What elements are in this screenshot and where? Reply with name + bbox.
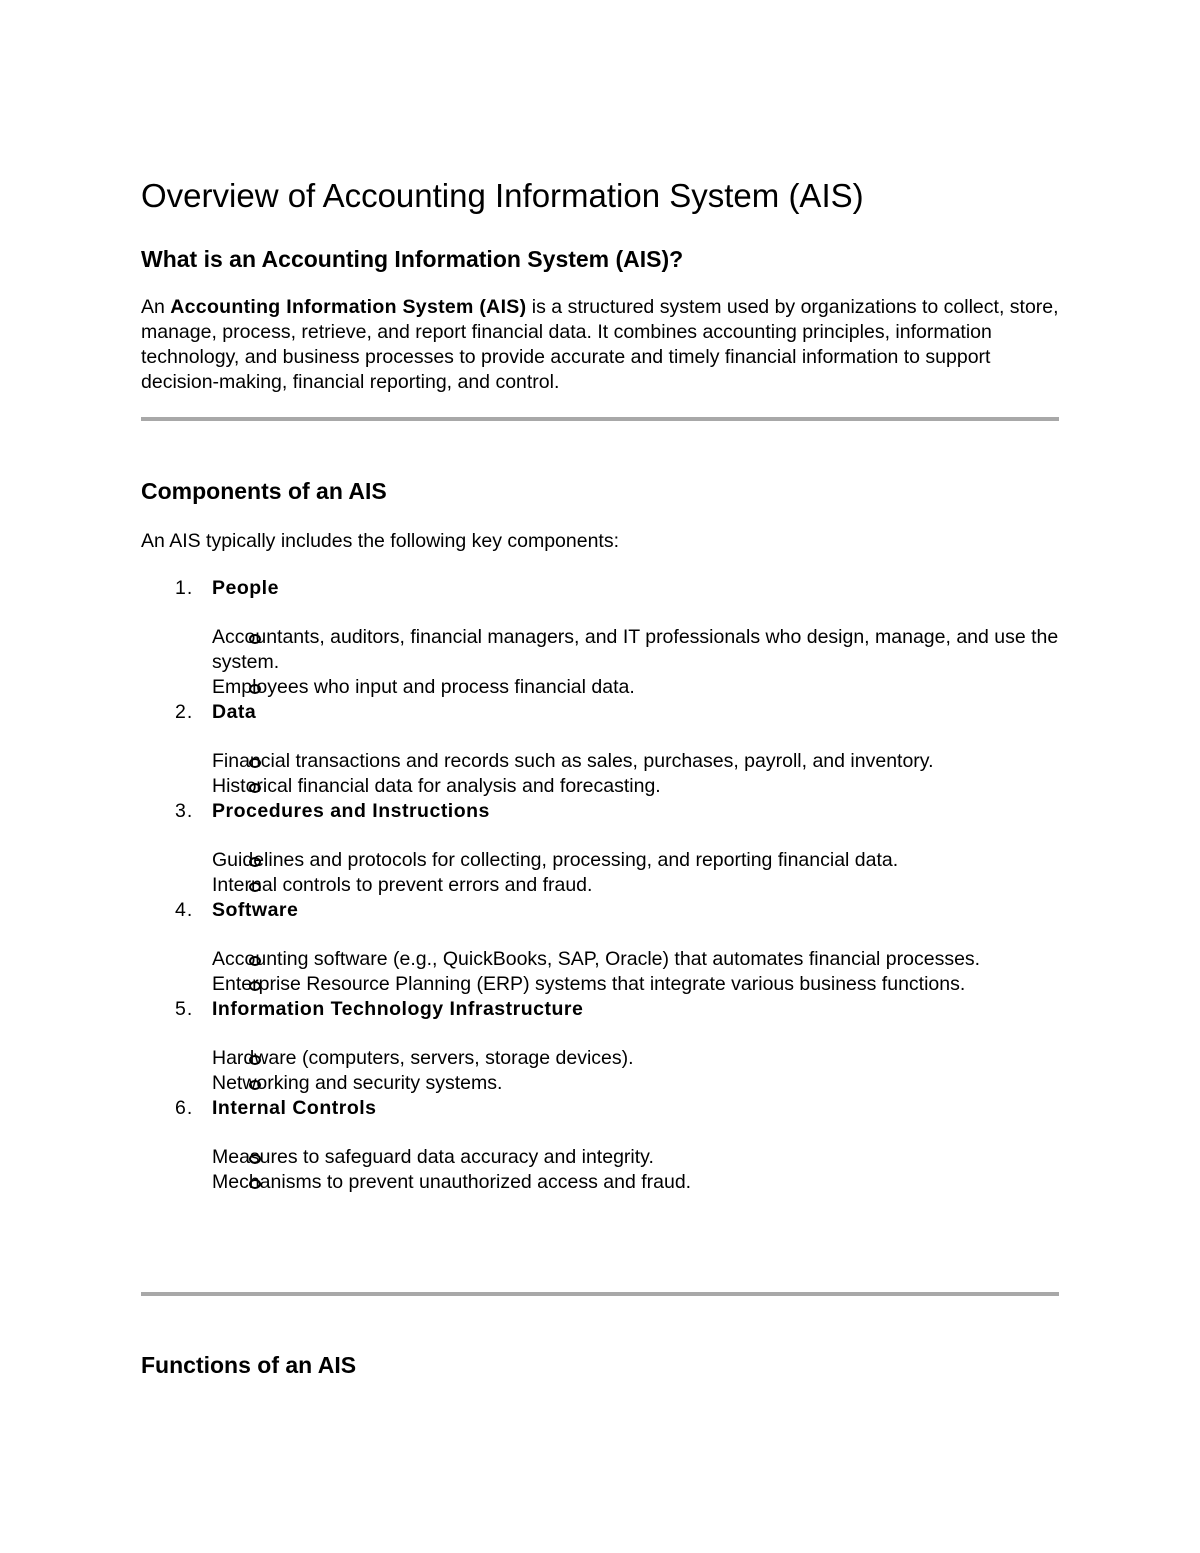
components-list: [141, 576, 1059, 1195]
horizontal-divider: [141, 1292, 1059, 1296]
component-sublist: [212, 1046, 1059, 1096]
hollow-circle-bullet-icon: [249, 684, 261, 694]
component-title: People: [212, 577, 279, 599]
intro-prefix: An: [141, 296, 171, 318]
component-number: 1.: [175, 577, 194, 599]
list-item: Hardware (computers, servers, storage devices).: [212, 1047, 634, 1069]
hollow-circle-bullet-icon: [249, 981, 261, 991]
intro-bold-term: Accounting Information System (AIS): [170, 296, 527, 318]
component-item-people: [141, 576, 1059, 700]
horizontal-divider: [141, 417, 1059, 421]
component-item-it-infrastructure: [141, 997, 1059, 1096]
section-heading-components: Components of an AIS: [141, 478, 387, 504]
component-title: Information Technology Infrastructure: [212, 998, 584, 1020]
component-number: 2.: [175, 701, 194, 723]
component-item-procedures: [141, 799, 1059, 898]
component-sublist: [212, 848, 1059, 898]
component-title: Internal Controls: [212, 1097, 377, 1119]
component-number: 6.: [175, 1097, 194, 1119]
list-item: Internal controls to prevent errors and fraud.: [212, 874, 593, 896]
hollow-circle-bullet-icon: [249, 1154, 261, 1164]
hollow-circle-bullet-icon: [249, 1179, 261, 1189]
component-item-data: [141, 700, 1059, 799]
list-item: Enterprise Resource Planning (ERP) systems that integrate various business functions.: [212, 973, 966, 995]
component-item-software: [141, 898, 1059, 997]
component-sublist: [212, 749, 1059, 799]
list-item: Employees who input and process financial data.: [212, 676, 635, 698]
hollow-circle-bullet-icon: [249, 1080, 261, 1090]
intro-rest: is a structured system used by organizations to collect, store, manage, process, retrieve, and report financial data. It combines accounting principles, information technology, and business processes to provide accurate and timely financial information to support decision-making, financial reporting, and control.: [141, 296, 1059, 393]
intro-paragraph: [141, 295, 1059, 395]
hollow-circle-bullet-icon: [249, 956, 261, 966]
component-title: Software: [212, 899, 299, 921]
hollow-circle-bullet-icon: [249, 882, 261, 892]
component-sublist: [212, 947, 1059, 997]
list-item: Measures to safeguard data accuracy and integrity.: [212, 1146, 654, 1168]
hollow-circle-bullet-icon: [249, 634, 261, 644]
section-heading-functions: Functions of an AIS: [141, 1352, 357, 1378]
component-sublist: [212, 1145, 1059, 1195]
hollow-circle-bullet-icon: [249, 783, 261, 793]
hollow-circle-bullet-icon: [249, 758, 261, 768]
list-item: Guidelines and protocols for collecting, processing, and reporting financial data.: [212, 849, 899, 871]
hollow-circle-bullet-icon: [249, 857, 261, 867]
list-item: Accountants, auditors, financial managers, and IT professionals who design, manage, and use the system.: [212, 626, 1059, 673]
list-item: Networking and security systems.: [212, 1072, 503, 1094]
list-item: Mechanisms to prevent unauthorized access and fraud.: [212, 1171, 692, 1193]
hollow-circle-bullet-icon: [249, 1055, 261, 1065]
list-item: Historical financial data for analysis and forecasting.: [212, 775, 661, 797]
component-sublist: [212, 625, 1059, 700]
component-number: 3.: [175, 800, 194, 822]
list-item: Accounting software (e.g., QuickBooks, SAP, Oracle) that automates financial processes.: [212, 948, 981, 970]
components-lead: An AIS typically includes the following key components:: [141, 530, 620, 552]
component-item-internal-controls: [141, 1096, 1059, 1195]
component-number: 5.: [175, 998, 194, 1020]
page-title: Overview of Accounting Information System (AIS): [141, 177, 864, 214]
section-heading-what-is-ais: What is an Accounting Information System (AIS)?: [141, 246, 684, 272]
component-title: Data: [212, 701, 257, 723]
component-number: 4.: [175, 899, 194, 921]
component-title: Procedures and Instructions: [212, 800, 490, 822]
list-item: Financial transactions and records such as sales, purchases, payroll, and inventory.: [212, 750, 934, 772]
